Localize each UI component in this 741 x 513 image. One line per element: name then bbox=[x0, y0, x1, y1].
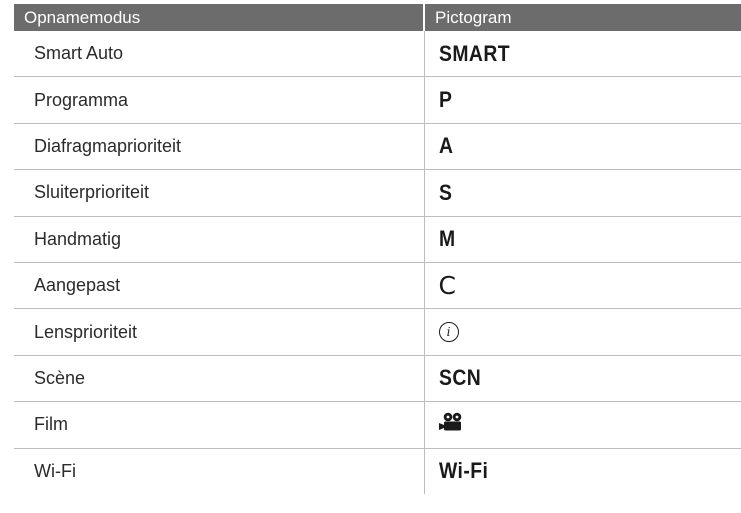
table-row bbox=[14, 77, 741, 123]
mode-name: Programma bbox=[14, 77, 424, 123]
table-row bbox=[14, 402, 741, 448]
table-row bbox=[14, 123, 741, 169]
table-row bbox=[14, 170, 741, 216]
smart-auto-icon: SMART bbox=[438, 40, 510, 66]
table-row bbox=[14, 31, 741, 77]
program-mode-icon: P bbox=[438, 87, 452, 113]
wifi-mode-icon: Wi-Fi bbox=[438, 458, 488, 484]
mode-name: Film bbox=[14, 402, 424, 448]
mode-name: Lensprioriteit bbox=[14, 309, 424, 355]
table-row bbox=[14, 309, 741, 355]
manual-mode-icon: M bbox=[438, 226, 456, 252]
table-row bbox=[14, 216, 741, 262]
lens-priority-icon: i bbox=[439, 322, 459, 342]
shooting-mode-table bbox=[14, 4, 741, 494]
table-row bbox=[14, 448, 741, 494]
mode-name: Smart Auto bbox=[14, 31, 424, 77]
mode-name: Diafragmaprioriteit bbox=[14, 123, 424, 169]
mode-name: Scène bbox=[14, 355, 424, 401]
table-header-row bbox=[14, 4, 741, 31]
header-shooting-mode: Opnamemodus bbox=[14, 4, 424, 31]
shutter-priority-icon: S bbox=[438, 179, 452, 205]
header-icon: Pictogram bbox=[424, 4, 741, 31]
table-row bbox=[14, 262, 741, 308]
aperture-priority-icon: A bbox=[438, 133, 453, 159]
mode-name: Handmatig bbox=[14, 216, 424, 262]
custom-mode-icon: C bbox=[438, 271, 456, 301]
table-row bbox=[14, 355, 741, 401]
mode-name: Sluiterprioriteit bbox=[14, 170, 424, 216]
mode-name: Wi-Fi bbox=[14, 448, 424, 494]
scene-mode-icon: SCN bbox=[438, 365, 481, 391]
movie-camera-icon bbox=[439, 412, 463, 437]
mode-name: Aangepast bbox=[14, 262, 424, 308]
